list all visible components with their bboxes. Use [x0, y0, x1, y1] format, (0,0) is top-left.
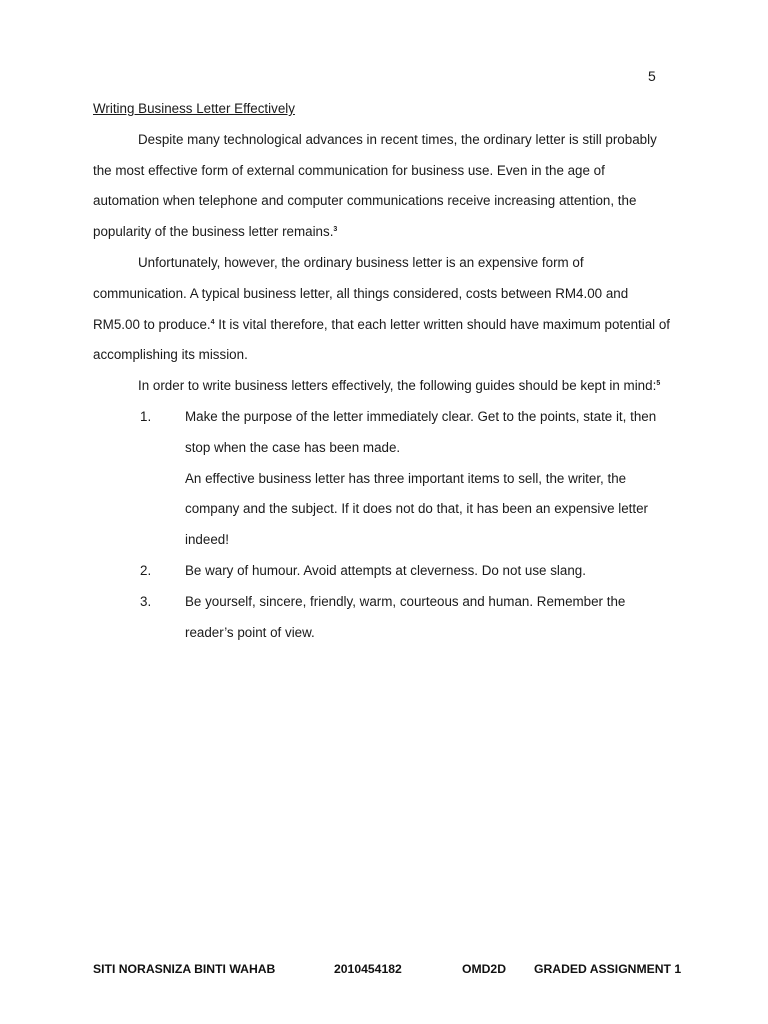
list-item-number: 2. [140, 562, 152, 578]
list-item-text: An effective business letter has three important items to sell, the writer, the company and the subject. If it does not do that, it has been an expensive letter indeed! [185, 470, 649, 548]
footer-student-name: SITI NORASNIZA BINTI WAHAB [93, 962, 276, 976]
footnote-ref-3: 3 [333, 226, 338, 234]
list-item-number: 1. [140, 408, 152, 424]
footer-student-id: 2010454182 [334, 962, 402, 976]
paragraph-1-text: Despite many technological advances in recent times, the ordinary letter is still probably the most effective form of external communication for business use. Even in the age of automation when telephone and computer communications receive increasing attention, the popularity of the business letter remains. [93, 131, 657, 240]
paragraph-2-continuation: It is vital therefore, that each letter written should have maximum potential of accomplishing its mission. [93, 316, 671, 363]
footer-class-code: OMD2D [462, 962, 507, 976]
page-number: 5 [648, 68, 656, 84]
paragraph-2 [93, 248, 673, 371]
list-item [93, 402, 673, 556]
guide-list [93, 402, 673, 648]
list-item-text: Be wary of humour. Avoid attempts at cleverness. Do not use slang. [185, 562, 586, 578]
paragraph-1 [93, 125, 673, 248]
paragraph-3-text: In order to write business letters effectively, the following guides should be kept in mind: [138, 378, 657, 394]
list-item-text: Make the purpose of the letter immediately clear. Get to the points, state it, then stop when the case has been made. [185, 408, 657, 455]
list-item [93, 587, 673, 649]
list-item [93, 556, 673, 587]
document-body [93, 94, 673, 648]
list-item-number: 3. [140, 593, 152, 609]
paragraph-2-text: Unfortunately, however, the ordinary business letter is an expensive form of communication. A typical business letter, all things considered, costs between RM4.00 and RM5.00 to produce. [93, 254, 629, 332]
section-title: Writing Business Letter Effectively [93, 101, 295, 116]
footnote-ref-5: 5 [656, 380, 661, 388]
footer-assignment: GRADED ASSIGNMENT 1 [534, 962, 682, 976]
footnote-ref-4: 4 [210, 318, 215, 326]
paragraph-3 [93, 371, 673, 402]
list-item-text: Be yourself, sincere, friendly, warm, courteous and human. Remember the reader’s point of view. [185, 593, 626, 640]
